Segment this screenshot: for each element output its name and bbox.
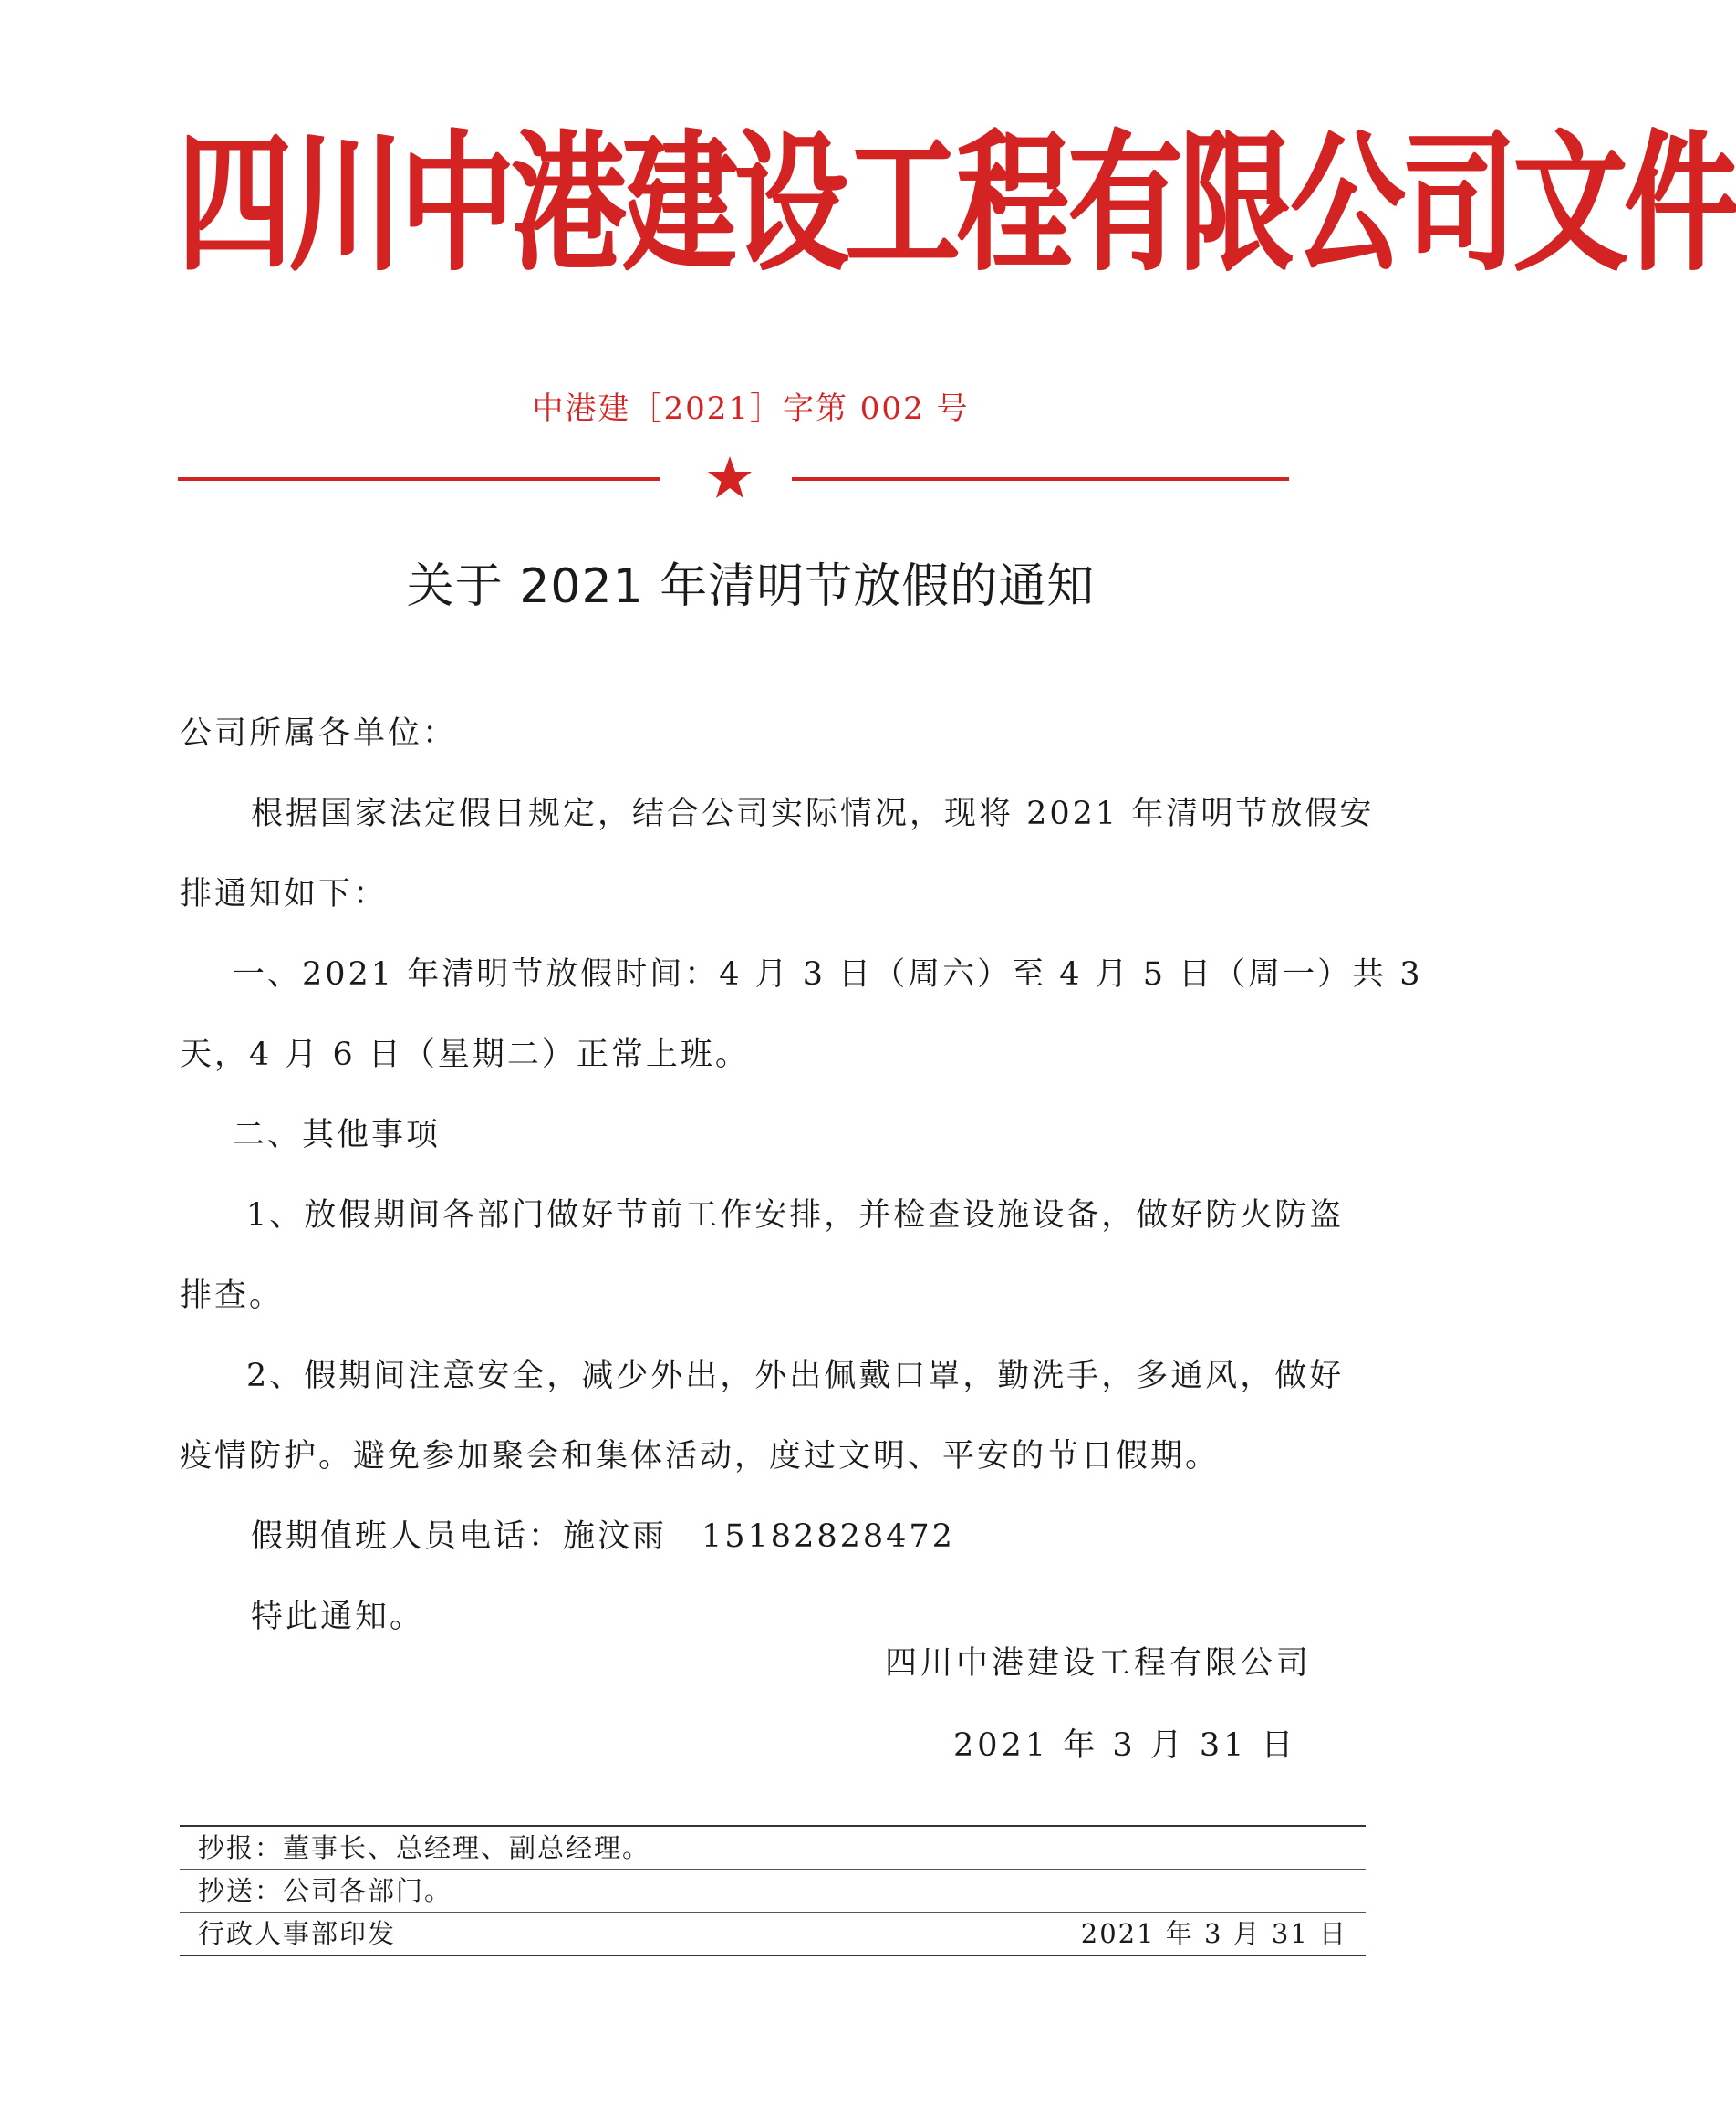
footer-copy-to bbox=[180, 1869, 1366, 1912]
item-1-line-1: 一、2021 年清明节放假时间：4 月 3 日（周六）至 4 月 5 日（周一）共 3 bbox=[233, 956, 1423, 993]
org-header-title: 四川中港建设工程有限公司文件 bbox=[178, 117, 1736, 293]
footer-report-to bbox=[180, 1825, 1366, 1869]
intro-line-2: 排通知如下： bbox=[180, 876, 389, 912]
footer-report-to-text: 抄报：董事长、总经理、副总经理。 bbox=[198, 1832, 651, 1863]
signature-date: 2021 年 3 月 31 日 bbox=[953, 1727, 1297, 1764]
intro-line-1: 根据国家法定假日规定，结合公司实际情况，现将 2021 年清明节放假安 bbox=[251, 796, 1375, 832]
footer-issuer: 行政人事部印发 bbox=[198, 1918, 397, 1949]
signature-company: 四川中港建设工程有限公司 bbox=[885, 1645, 1313, 1682]
header-divider-right bbox=[792, 477, 1289, 481]
closing-remark: 特此通知。 bbox=[251, 1599, 425, 1635]
header-divider-left bbox=[178, 477, 660, 481]
sub-item-2-line-2: 疫情防护。避免参加聚会和集体活动，度过文明、平安的节日假期。 bbox=[180, 1438, 1221, 1475]
sub-item-1-line-1: 1、放假期间各部门做好节前工作安排，并检查设施设备，做好防火防盗 bbox=[246, 1197, 1345, 1234]
document-number: 中港建［2021］字第 002 号 bbox=[532, 391, 970, 427]
footer-issuer-row bbox=[180, 1912, 1366, 1956]
footer-issue-date: 2021 年 3 月 31 日 bbox=[1080, 1918, 1347, 1949]
item-1-line-2: 天，4 月 6 日（星期二）正常上班。 bbox=[180, 1037, 750, 1073]
notice-title: 关于 2021 年清明节放假的通知 bbox=[406, 559, 1096, 614]
item-2-heading: 二、其他事项 bbox=[233, 1117, 442, 1153]
duty-contact: 假期值班人员电话：施汶雨 15182828472 bbox=[251, 1518, 955, 1555]
sub-item-1-line-2: 排查。 bbox=[180, 1277, 285, 1314]
distribution-footer bbox=[180, 1825, 1366, 1956]
star-icon bbox=[707, 454, 753, 500]
footer-copy-to-text: 抄送：公司各部门。 bbox=[198, 1875, 453, 1906]
salutation: 公司所属各单位： bbox=[180, 715, 458, 752]
sub-item-2-line-1: 2、假期间注意安全，减少外出，外出佩戴口罩，勤洗手，多通风，做好 bbox=[246, 1358, 1345, 1394]
